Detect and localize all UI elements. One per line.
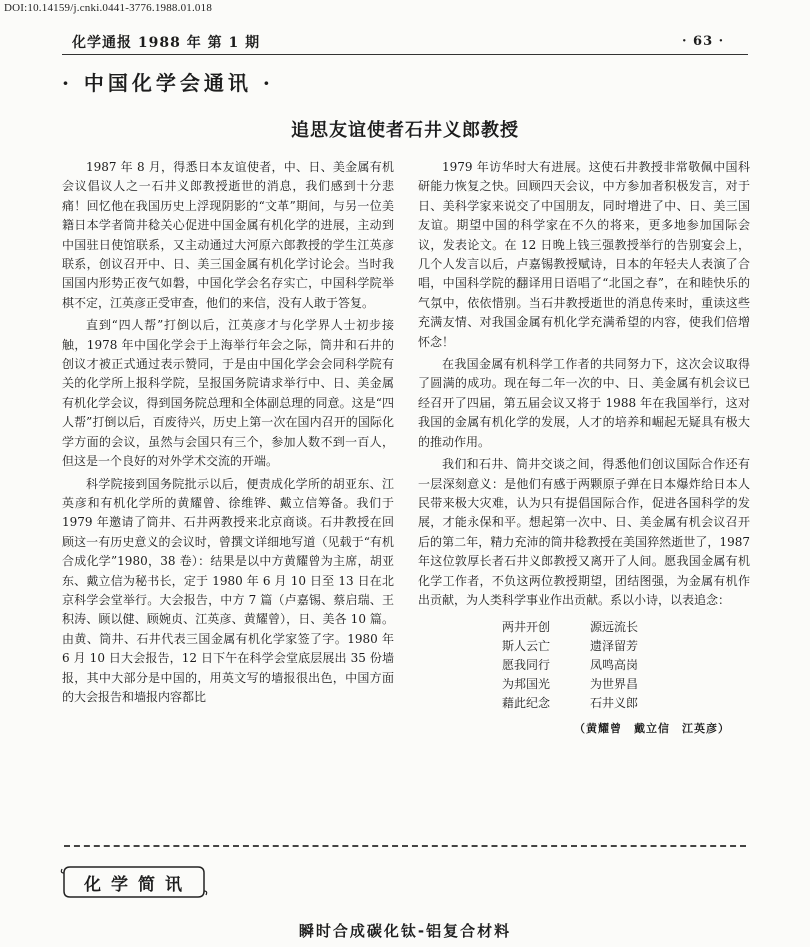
- paragraph: 直到“四人帮”打倒以后，江英彦才与化学界人士初步接触，1978 年中国化学会于上海举行年会之际，筒井和石井的创议才被正式通过表示赞同，于是由中国化学会会同科学院有关的化学所上报科学院，呈报国务院请求举行中、日、美金属有机化学会议，得到国务院总理和全体副总理的同意。这是“四人帮”打倒以后，百废待兴，历史上第一次在国内召开的国际化学方面的会议，虽然与会国只有三个，参加人数不到一百人，但这是一个良好的对外学术交流的开端。: [62, 318, 394, 469]
- poem-verse: 斯人云亡: [502, 639, 551, 654]
- right-column: [418, 158, 750, 739]
- news-box: [60, 863, 208, 901]
- poem-verse: 为邦国光: [502, 677, 551, 692]
- left-column: [62, 158, 394, 707]
- paragraph: 在我国金属有机科学工作者的共同努力下，这次会议取得了圆满的成功。现在每二年一次的中、日、美金属有机会议已经召开了四届，第五届会议又将于 1988 年在我国举行，这对我国的金属有机化学的发展，人才的培养和崛起无疑具有极大的推动作用。: [418, 357, 750, 449]
- poem-line: [502, 637, 750, 656]
- box-label: 化学简讯: [84, 874, 192, 895]
- running-header: 化学通报 1988 年 第 1 期: [72, 35, 261, 51]
- section-heading: · 中国化学会通讯 ·: [62, 71, 274, 95]
- poem-line: [502, 618, 750, 637]
- section-divider: [64, 845, 746, 847]
- page-number: · 63 ·: [682, 34, 725, 49]
- poem-line: [502, 694, 750, 713]
- poem-verse: 藉此纪念: [502, 696, 551, 711]
- poem-line: [502, 675, 750, 694]
- poem-verse: 石井义郎: [590, 696, 639, 711]
- paragraph: 1979 年访华时大有进展。这使石井教授非常敬佩中国科研能力恢复之快。回顾四天会议，中方参加者积极发言，对于日、美科学家来说交了中国朋友，同时增进了中、日、美三国友谊。期望中国的科学家在不久的将来，更多地参加国际会议，发表论文。在 12 日晚上钱三强教授举行的告别宴会上，几个人发言以后，卢嘉锡教授赋诗，日本的年轻夫人表演了合唱，中国科学院的翻译用日语唱了“北国之春”，在和睦快乐的气氛中，依依惜别。当石井教授逝世的消息传来时，重读这些充满友情、对我国金属有机化学充满希望的内容，使我们倍增怀念！: [418, 160, 750, 349]
- next-article-title: 瞬时合成碳化钛-铝复合材料: [298, 922, 512, 940]
- poem-verse: 愿我同行: [502, 658, 551, 673]
- paragraph: 科学院接到国务院批示以后，便责成化学所的胡亚东、江英彦和有机化学所的黄耀曾、徐维铧、戴立信筹备。我们于 1979 年邀请了筒井、石井两教授来北京商谈。石井教授在回顾这一有历史意义的会议时，曾撰文详细地写道（见载于“有机合成化学”1980，38 卷）：结果是以中方黄耀曾为主席，胡亚东、戴立信为秘书长，定于 1980 年 6 月 10 日至 13 日在北京科学会堂举行。大会报告，中方 7 篇（卢嘉锡、蔡启瑞、王积涛、顾以健、顾婉贞、江英彦、黄耀曾），日、美各 10 篇。由黄、筒井、石井代表三国金属有机化学家签了字。1980 年 6 月 10 日大会报告，12 日下午在科学会堂底层展出 35 份墙报，其中大部分是中国的，用英文写的墙报很出色，中国方面的大会报告和墙报内容都比: [62, 476, 394, 704]
- author-signature: （黄耀曾 戴立信 江英彦）: [574, 722, 730, 736]
- paragraph: 我们和石井、筒井交谈之间，得悉他们创议国际合作还有一层深刻意义：是他们有感于两颗原子弹在日本爆炸给日本人民带来极大灾难，认为只有提倡国际合作，促进各国科学的发展，才能永保和平。想起第一次中、日、美金属有机会议召开后的第二年，精力充沛的筒井稔教授在美国猝然逝世了，1987 年这位敦厚长者石井义郎教授又离开了人间。愿我国金属有机化学工作者，不负这两位教授期望，团结图强，为金属有机作出贡献，为人类科学事业作出贡献。系以小诗，以表追念：: [418, 457, 750, 607]
- poem-verse: 凤鸣高岗: [590, 658, 639, 673]
- poem-verse: 源远流长: [590, 620, 639, 635]
- poem-verse: 为世界昌: [590, 677, 639, 692]
- poem-verse: 两井开创: [502, 620, 551, 635]
- header-rule: [62, 54, 748, 55]
- poem-verse: 遗泽留芳: [590, 639, 639, 654]
- paragraph: 1987 年 8 月，得悉日本友谊使者，中、日、美金属有机会议倡议人之一石井义郎教授逝世的消息，我们感到十分悲痛！回忆他在我国历史上浮现阴影的“文革”期间，与另一位美籍日本学者筒井稔关心促进中国金属有机化学的进展，主动到中国驻日使馆联系，又主动通过大河原六郎教授的学生江英彦联系，创议召开中、日、美三国金属有机化学讨论会。当时我国国内形势正夜气如磐，中国化学会名存实亡，中国科学院举棋不定，江英彦正受审查，他们的来信，没有人敢于答复。: [62, 160, 394, 310]
- doi-line: DOI:10.14159/j.cnki.0441-3776.1988.01.018: [4, 2, 213, 14]
- article-title: 追思友谊使者石井义郎教授: [291, 120, 519, 141]
- poem-line: [502, 656, 750, 675]
- memorial-poem: [502, 618, 750, 713]
